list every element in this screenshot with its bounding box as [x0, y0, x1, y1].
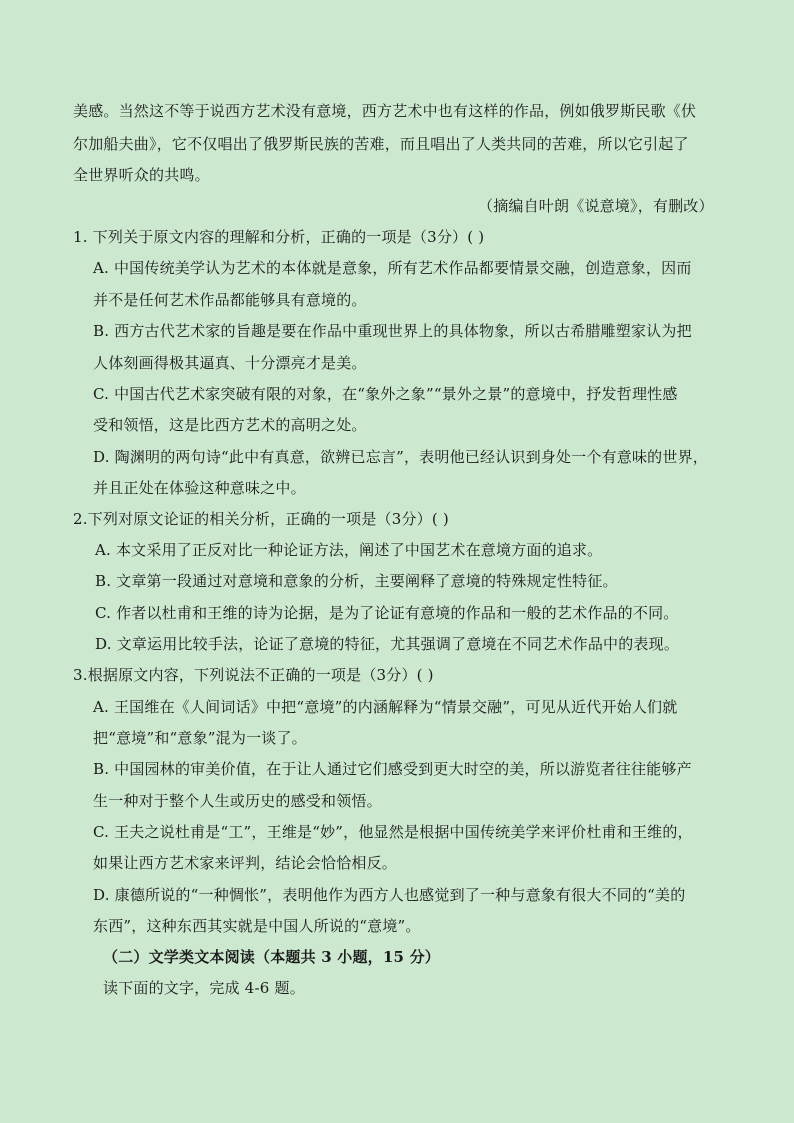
option-2-d: D. 文章运用比较手法，论证了意境的特征，尤其强调了意境在不同艺术作品中的表现。 [95, 635, 680, 653]
source-note: （摘编自叶朗《说意境》，有删改） [478, 197, 714, 215]
option-2-a: A. 本文采用了正反对比一种论证方法，阐述了中国艺术在意境方面的追求。 [95, 541, 603, 559]
passage-line: 全世界听众的共鸣。 [73, 166, 210, 184]
option-1-c: C. 中国古代艺术家突破有限的对象，在“象外之象”“景外之景”的意境中，抒发哲理性感 [93, 385, 678, 403]
passage-line: 美感。当然这不等于说西方艺术没有意境，西方艺术中也有这样的作品，例如俄罗斯民歌《伏 [73, 102, 697, 120]
option-2-c: C. 作者以杜甫和王维的诗为论据，是为了论证有意境的作品和一般的艺术作品的不同。 [95, 604, 679, 622]
question-stem-1: 1. 下列关于原文内容的理解和分析，正确的一项是（3分）( ) [73, 228, 485, 246]
option-3-c-cont: 如果让西方艺术家来评判，结论会恰恰相反。 [93, 854, 398, 872]
option-3-a: A. 王国维在《人间词话》中把“意境”的内涵解释为“情景交融”，可见从近代开始人们就 [93, 698, 678, 716]
option-1-d-cont: 并且正处在体验这种意味之中。 [93, 479, 306, 497]
option-2-b: B. 文章第一段通过对意境和意象的分析，主要阐释了意境的特殊规定性特征。 [95, 572, 618, 590]
option-1-b-cont: 人体刻画得极其逼真、十分漂亮才是美。 [93, 354, 367, 372]
option-3-d: D. 康德所说的“一种惆怅”，表明他作为西方人也感觉到了一种与意象有很大不同的“美的 [93, 886, 686, 904]
question-stem-3: 3.根据原文内容，下列说法不正确的一项是（3分）( ) [73, 666, 434, 684]
option-1-d: D. 陶渊明的两句诗“此中有真意，欲辨已忘言”，表明他已经认识到身处一个有意味的世界， [93, 448, 708, 466]
option-3-c: C. 王夫之说杜甫是“工”，王维是“妙”，他显然是根据中国传统美学来评价杜甫和王维的， [93, 823, 693, 841]
passage-line: 尔加船夫曲》，它不仅唱出了俄罗斯民族的苦难，而且唱出了人类共同的苦难，所以它引起了 [73, 135, 689, 153]
option-1-c-cont: 受和领悟，这是比西方艺术的高明之处。 [93, 416, 367, 434]
option-3-b: B. 中国园林的审美价值，在于让人通过它们感受到更大时空的美，所以游览者往往能够产 [93, 760, 692, 778]
option-3-b-cont: 生一种对于整个人生或历史的感受和领悟。 [93, 792, 382, 810]
section-instruction: 读下面的文字，完成 4-6 题。 [103, 979, 305, 997]
option-1-a: A. 中国传统美学认为艺术的本体就是意象，所有艺术作品都要情景交融，创造意象，因而 [93, 259, 692, 277]
option-1-b: B. 西方古代艺术家的旨趣是要在作品中重现世界上的具体物象，所以古希腊雕塑家认为把 [93, 322, 692, 340]
option-3-d-cont: 东西”，这种东西其实就是中国人所说的“意境”。 [93, 917, 421, 935]
section-heading: （二）文学类文本阅读（本题共 3 小题，15 分） [103, 948, 440, 966]
option-1-a-cont: 并不是任何艺术作品都能够具有意境的。 [93, 291, 367, 309]
question-stem-2: 2.下列对原文论证的相关分析，正确的一项是（3分）( ) [73, 510, 449, 528]
option-3-a-cont: 把“意境”和“意象”混为一谈了。 [93, 729, 307, 747]
